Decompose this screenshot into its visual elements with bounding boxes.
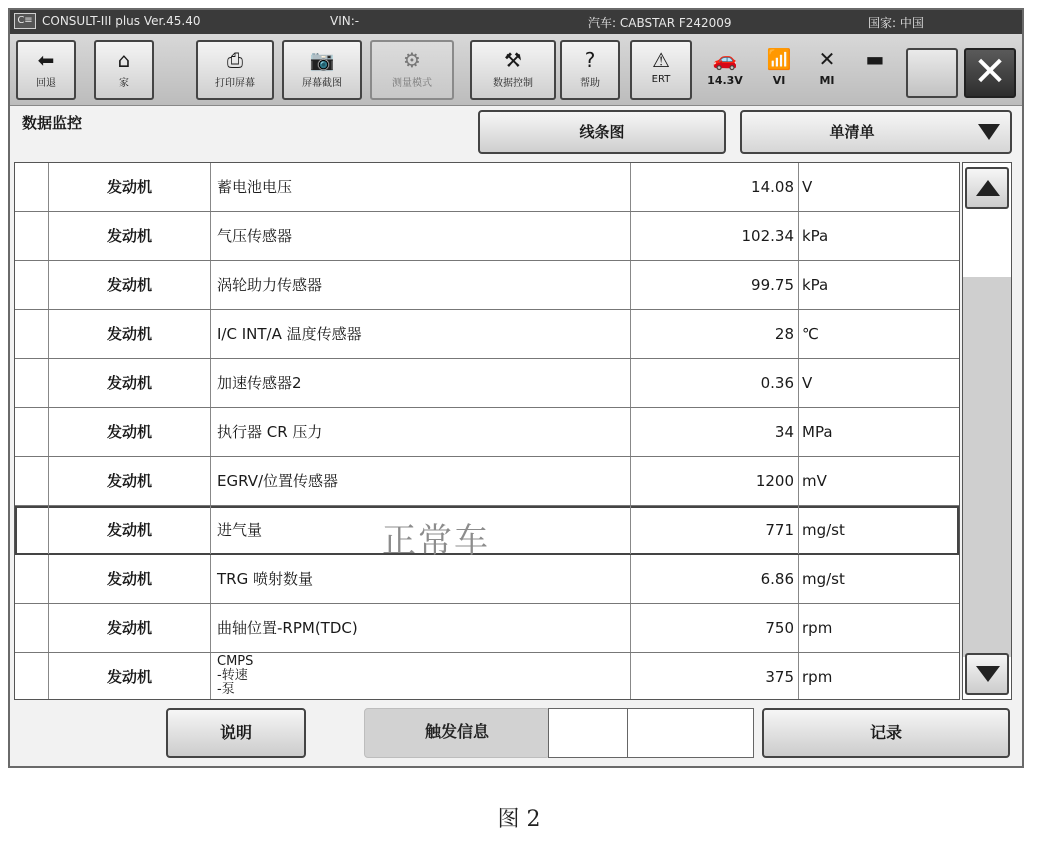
row-unit: MPa — [802, 423, 833, 441]
home-button-label: 家 — [119, 78, 129, 89]
battery-voltage: 14.3V — [707, 74, 743, 87]
table-row[interactable] — [15, 408, 959, 457]
table-row[interactable] — [15, 457, 959, 506]
back-button-label: 回退 — [36, 78, 56, 89]
print-screen-button[interactable] — [196, 40, 274, 100]
table-row[interactable] — [15, 359, 959, 408]
row-system: 发动机 — [49, 506, 211, 554]
row-value: 34 — [631, 408, 799, 456]
region-label: 国家: 中国 — [868, 16, 924, 30]
row-marker — [15, 261, 49, 309]
row-marker — [15, 310, 49, 358]
row-marker — [15, 457, 49, 505]
ert-button-label: ERT — [651, 74, 671, 85]
car-battery-icon: 🚗 — [712, 47, 738, 71]
mi-status — [800, 42, 854, 98]
home-icon: ⌂ — [117, 48, 131, 72]
consult-screen — [8, 8, 1024, 768]
row-item: CMPS -转速 -泵 — [211, 653, 631, 700]
mi-disconnected-icon: ✕ — [818, 47, 836, 71]
row-marker — [15, 555, 49, 603]
row-item: 气压传感器 — [211, 212, 631, 260]
row-unit: mg/st — [802, 521, 845, 539]
table-row[interactable] — [15, 555, 959, 604]
table-row[interactable] — [15, 163, 959, 212]
row-unit: rpm — [802, 668, 833, 686]
back-button[interactable] — [16, 40, 76, 100]
row-item: 进气量 — [211, 506, 631, 554]
scroll-up-button[interactable] — [965, 167, 1009, 209]
row-unit: kPa — [802, 227, 829, 245]
trigger-info-button[interactable]: 触发信息 — [364, 708, 550, 758]
row-unit: V — [802, 374, 813, 392]
minimize-button[interactable] — [906, 48, 958, 98]
measure-mode-button[interactable] — [370, 40, 454, 100]
row-system: 发动机 — [49, 359, 211, 407]
row-item: EGRV/位置传感器 — [211, 457, 631, 505]
home-button[interactable] — [94, 40, 154, 100]
data-control-button[interactable] — [470, 40, 556, 100]
row-marker — [15, 359, 49, 407]
close-button[interactable] — [964, 48, 1016, 98]
chevron-down-icon — [978, 124, 1000, 140]
title-bar — [10, 10, 1022, 34]
row-system: 发动机 — [49, 408, 211, 456]
scroll-down-button[interactable] — [965, 653, 1009, 695]
row-item: 蓄电池电压 — [211, 163, 631, 211]
arrow-down-icon — [976, 666, 1000, 682]
row-value: 102.34 — [631, 212, 799, 260]
display-mode-select[interactable] — [740, 110, 1012, 154]
row-value: 6.86 — [631, 555, 799, 603]
camera-icon: 📷 — [309, 48, 335, 72]
help-button[interactable] — [560, 40, 620, 100]
data-monitor-table — [14, 162, 960, 700]
row-system: 发动机 — [49, 163, 211, 211]
vi-label: VI — [772, 74, 786, 87]
trigger-field-divider — [627, 709, 628, 757]
row-system: 发动机 — [49, 555, 211, 603]
row-unit: mV — [802, 472, 827, 490]
help-button-label: 帮助 — [580, 78, 600, 89]
scroll-thumb[interactable] — [963, 277, 1011, 657]
vin-label: VIN:- — [330, 14, 360, 28]
trigger-info-field — [548, 708, 754, 758]
row-marker — [15, 163, 49, 211]
table-row[interactable] — [15, 261, 959, 310]
table-row[interactable] — [15, 653, 959, 700]
vehicle-label: 汽车: CABSTAR F242009 — [588, 16, 732, 30]
table-row[interactable] — [15, 310, 959, 359]
ert-button[interactable] — [630, 40, 692, 100]
watermark-stamp: 正常车 — [382, 521, 490, 561]
row-value: 99.75 — [631, 261, 799, 309]
row-unit: ℃ — [802, 325, 819, 343]
row-value: 750 — [631, 604, 799, 652]
row-unit: rpm — [802, 619, 833, 637]
display-mode-value: 单清单 — [829, 123, 875, 141]
data-control-label: 数据控制 — [493, 78, 533, 89]
mi-label: MI — [819, 74, 835, 87]
row-item: I/C INT/A 温度传感器 — [211, 310, 631, 358]
table-row[interactable] — [15, 212, 959, 261]
page-title: 数据监控 — [22, 114, 83, 132]
printer-icon: ⎙ — [227, 48, 243, 72]
warning-icon: ⚠ — [652, 48, 670, 72]
row-value: 28 — [631, 310, 799, 358]
explain-button[interactable]: 说明 — [166, 708, 306, 758]
row-marker — [15, 506, 49, 554]
help-icon: ? — [584, 48, 596, 72]
battery-pack-icon: ▬ — [865, 47, 885, 71]
print-screen-label: 打印屏幕 — [215, 78, 255, 89]
table-scrollbar[interactable] — [962, 162, 1012, 700]
battery-status — [698, 42, 752, 98]
row-marker — [15, 604, 49, 652]
row-item: 曲轴位置-RPM(TDC) — [211, 604, 631, 652]
row-system: 发动机 — [49, 604, 211, 652]
close-icon: ✕ — [973, 49, 1007, 95]
line-graph-button[interactable]: 线条图 — [478, 110, 726, 154]
toolbar — [10, 34, 1022, 106]
row-system: 发动机 — [49, 212, 211, 260]
table-row[interactable] — [15, 604, 959, 653]
back-arrow-icon: ⬅ — [37, 48, 55, 72]
row-item: TRG 喷射数量 — [211, 555, 631, 603]
row-marker — [15, 653, 49, 700]
row-system: 发动机 — [49, 261, 211, 309]
row-value: 375 — [631, 653, 799, 700]
arrow-up-icon — [976, 180, 1000, 196]
figure-caption: 图 2 — [497, 807, 541, 832]
screen-capture-button[interactable] — [282, 40, 362, 100]
row-system: 发动机 — [49, 457, 211, 505]
row-unit: kPa — [802, 276, 829, 294]
row-item: 涡轮助力传感器 — [211, 261, 631, 309]
row-value: 14.08 — [631, 163, 799, 211]
signal-icon: 📶 — [766, 47, 792, 71]
vi-status — [752, 42, 806, 98]
row-value: 1200 — [631, 457, 799, 505]
row-value: 0.36 — [631, 359, 799, 407]
row-marker — [15, 408, 49, 456]
row-item: 加速传感器2 — [211, 359, 631, 407]
measure-mode-label: 测量模式 — [392, 78, 432, 89]
battery-pack-status — [848, 42, 902, 98]
row-value: 771 — [631, 506, 799, 554]
screen-capture-label: 屏幕截图 — [302, 78, 342, 89]
app-title: CONSULT-III plus Ver.45.40 — [42, 14, 201, 28]
row-unit: V — [802, 178, 813, 196]
row-system: 发动机 — [49, 653, 211, 700]
row-marker — [15, 212, 49, 260]
record-button[interactable]: 记录 — [762, 708, 1010, 758]
row-system: 发动机 — [49, 310, 211, 358]
row-item: 执行器 CR 压力 — [211, 408, 631, 456]
row-unit: mg/st — [802, 570, 845, 588]
app-logo: C≡ — [14, 13, 36, 29]
data-control-icon: ⚒ — [504, 48, 522, 72]
measure-icon: ⚙ — [403, 48, 421, 72]
